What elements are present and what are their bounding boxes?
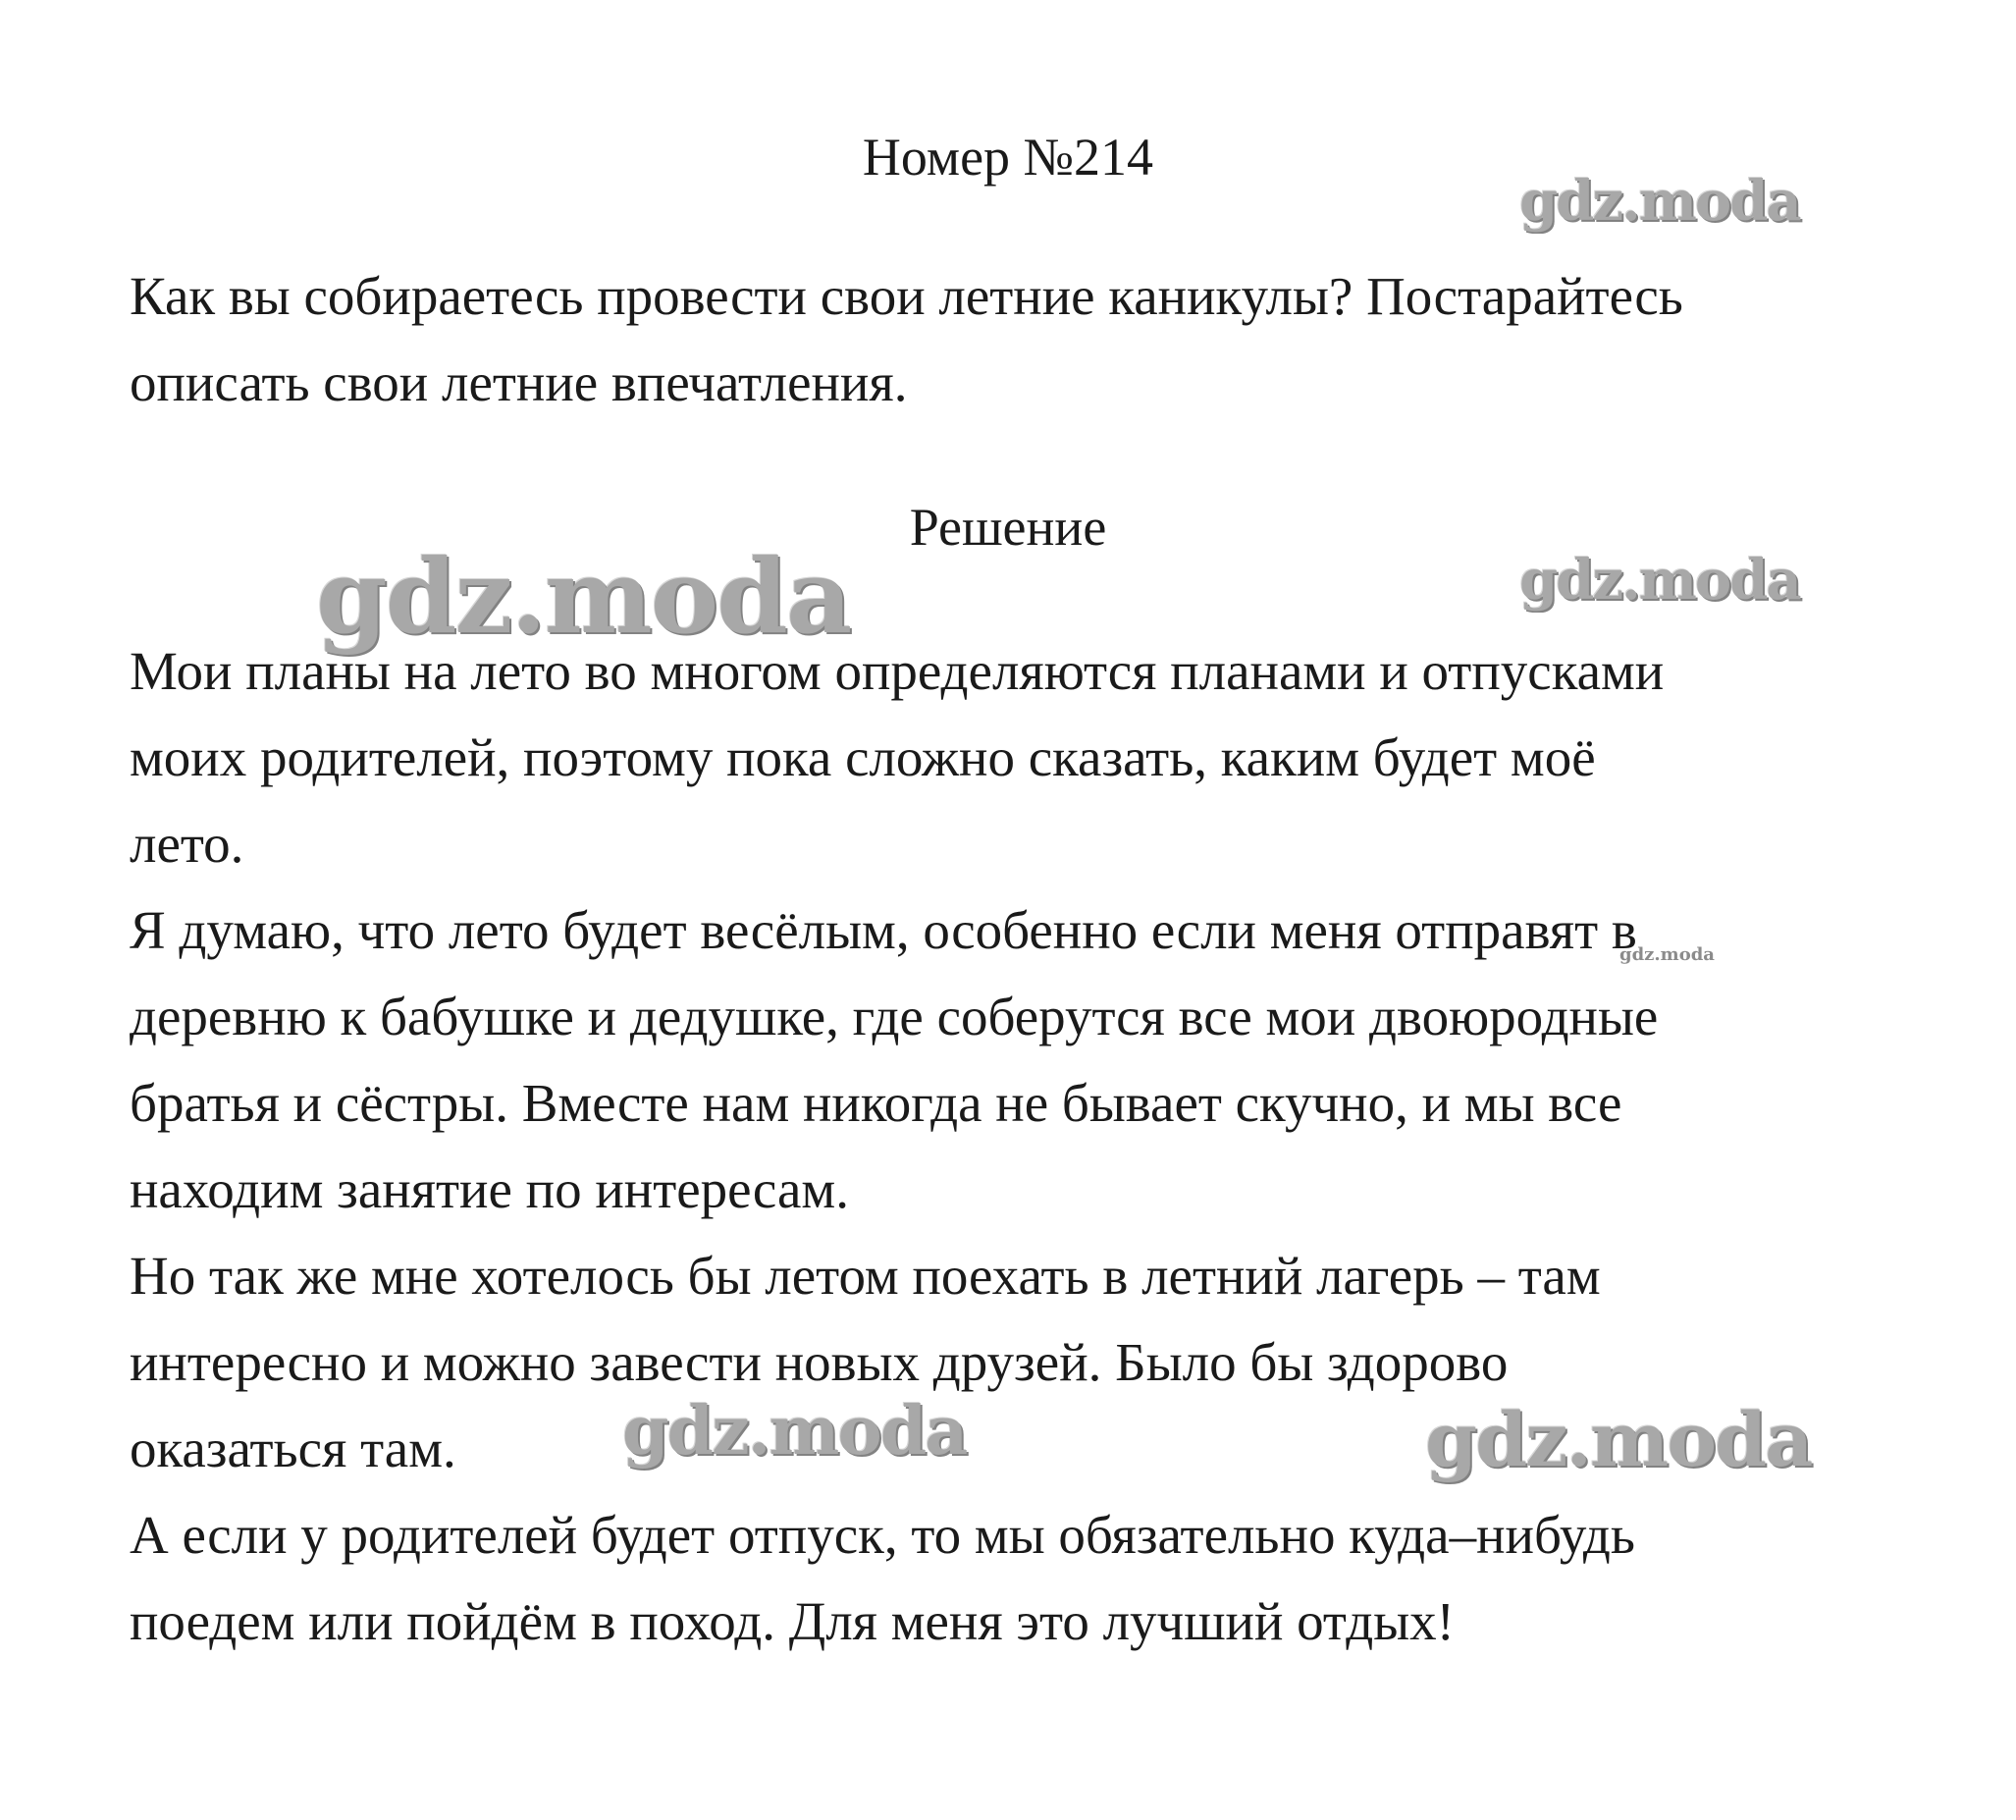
watermark: gdz.moda <box>1619 944 1715 965</box>
watermark: gdz.moda <box>622 1392 967 1471</box>
solution-line: моих родителей, поэтому пока сложно сказать, каким будет моё <box>130 727 1596 787</box>
watermark: gdz.moda <box>1519 548 1800 613</box>
question-line: Как вы собираетесь провести свои летние каникулы? Постарайтесь <box>130 266 1683 326</box>
solution-line: деревню к бабушке и дедушке, где соберутся все мои двоюродные <box>130 987 1659 1046</box>
solution-heading: Решение <box>909 498 1107 557</box>
solution-line: лето. <box>130 814 244 874</box>
solution-line: интересно и можно завести новых друзей. Было бы здорово <box>130 1332 1509 1392</box>
solution-line: Мои планы на лето во многом определяются планами и отпусками <box>130 641 1665 701</box>
solution-line: оказаться там. <box>130 1419 456 1478</box>
solution-line: поедем или пойдём в поход. Для меня это лучший отдых! <box>130 1591 1455 1651</box>
watermark: gdz.moda <box>1519 169 1800 234</box>
page-title: Номер №214 <box>862 128 1154 187</box>
question-text <box>130 253 1886 426</box>
watermark: gdz.moda <box>1425 1396 1812 1483</box>
solution-line: братья и сёстры. Вместе нам никогда не бывает скучно, и мы все <box>130 1073 1622 1133</box>
solution-line: Я думаю, что лето будет весёлым, особенно если меня отправят в <box>130 900 1637 960</box>
solution-text <box>130 628 1886 1665</box>
solution-line: Но так же мне хотелось бы летом поехать в летний лагерь – там <box>130 1246 1601 1306</box>
solution-line: А если у родителей будет отпуск, то мы обязательно куда–нибудь <box>130 1505 1635 1565</box>
question-line: описать свои летние впечатления. <box>130 352 908 412</box>
solution-line: находим занятие по интересам. <box>130 1159 849 1219</box>
watermark: gdz.moda <box>316 536 851 657</box>
